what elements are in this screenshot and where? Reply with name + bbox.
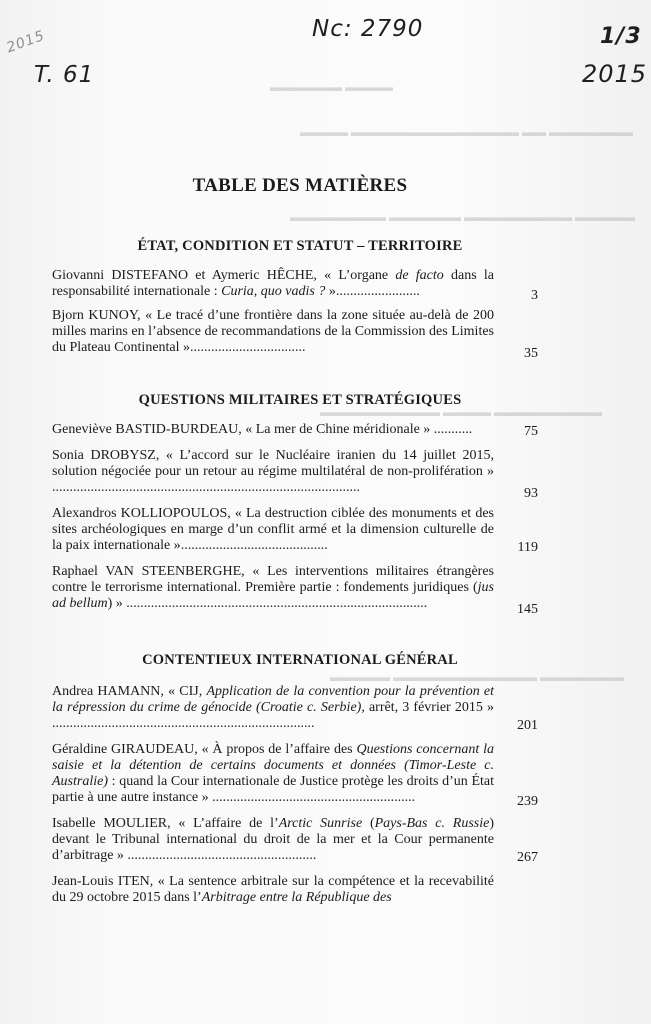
bleed-through-text: ▬▬▬▬▬▬▬▬▬ ▬▬▬▬ ▬▬▬▬▬▬▬▬▬▬ (320, 405, 602, 419)
toc-entry (52, 874, 548, 906)
entry-text: Alexandros KOLLIOPOULOS, « La destruction ciblée des monuments et des sites archéologiques en marge d’un conflit armé et la dimension culturelle de la paix internationale ».......................................... (52, 506, 494, 553)
section-heading: ÉTAT, CONDITION ET STATUT – TERRITOIRE (137, 238, 463, 254)
entry-text: Géraldine GIRAUDEAU, « À propos de l’affaire des Questions concernant la saisie et la détention de certains documents et données (Timor-Leste c. Australie) : quand la Cour internationale de Justice protège les droits d’un État partie à une autre instance » .......................................................... (52, 742, 494, 805)
bleed-through-text: ▬▬▬▬▬▬▬ ▬▬▬▬▬▬▬▬▬▬▬▬ ▬▬▬▬▬ (330, 670, 624, 684)
entry-text: Giovanni DISTEFANO et Aymeric HÊCHE, « L’organe de facto dans la responsabilité internationale : Curia, quo vadis ? »........................ (52, 268, 495, 299)
section-heading: CONTENTIEUX INTERNATIONAL GÉNÉRAL (142, 652, 458, 668)
section-heading: QUESTIONS MILITAIRES ET STRATÉGIQUES (138, 392, 462, 408)
entry-page-number: 75 (524, 424, 538, 439)
entry-text: Isabelle MOULIER, « L’affaire de l’Arctic Sunrise (Pays-Bas c. Russie) devant le Tribunal international du droit de la mer et la Cour permanente d’arbitrage » ...................................................... (52, 816, 495, 863)
entry-page-number: 201 (517, 718, 538, 733)
bleed-through-text: ▬▬▬▬▬ ▬▬▬▬▬▬▬▬▬ ▬▬▬▬▬▬ ▬▬▬▬▬▬▬▬ (290, 210, 635, 224)
entry-page-number: 145 (517, 602, 538, 617)
toc-entry (52, 268, 548, 303)
entry-page-number: 119 (517, 540, 538, 555)
toc-entry (52, 816, 548, 864)
toc-entry (52, 742, 548, 809)
table-of-contents (52, 175, 548, 912)
entry-page-number: 35 (524, 346, 538, 361)
entry-text: Geneviève BASTID-BURDEAU, « La mer de Chine méridionale » ........... (52, 422, 473, 437)
handwritten-corner-scribble: 2015 (4, 27, 48, 57)
toc-entry (52, 308, 548, 361)
toc-entry (52, 448, 548, 501)
toc-entry (52, 564, 548, 617)
entry-page-number: 3 (531, 288, 538, 303)
toc-entry (52, 684, 548, 732)
entry-text: Andrea HAMANN, « CIJ, Application de la convention pour la prévention et la répression du crime de génocide (Croatie c. Serbie), arrêt, 3 février 2015 » ........................................................................... (52, 684, 494, 731)
entry-page-number: 239 (517, 794, 538, 809)
handwritten-call-number: Nc: 2790 (312, 16, 424, 42)
handwritten-volume: T. 61 (34, 62, 95, 88)
bleed-through-text: ▬▬▬▬ ▬▬▬▬▬▬ (270, 80, 393, 94)
entry-text: Bjorn KUNOY, « Le tracé d’une frontière dans la zone située au-delà de 200 milles marins en l’absence de recommandations de la Commission des Limites du Plateau Continental »................................. (52, 308, 494, 355)
entry-page-number: 267 (517, 850, 538, 865)
entry-text: Sonia DROBYSZ, « L’accord sur le Nucléaire iranien du 14 juillet 2015, solution négociée pour un retour au régime multilatéral de non-prolifération » ........................................................................................ (52, 448, 494, 495)
entry-page-number: 93 (524, 486, 538, 501)
handwritten-year: 2015 (582, 60, 648, 88)
toc-entry (52, 506, 548, 554)
handwritten-fraction: 1/3 (600, 24, 642, 49)
entry-text: Raphael VAN STEENBERGHE, « Les interventions militaires étrangères contre le terrorisme international. Première partie : fondements juridiques (jus ad bellum) » ...................................................................................... (52, 564, 494, 611)
toc-entry (52, 422, 548, 438)
entry-text: Jean-Louis ITEN, « La sentence arbitrale sur la compétence et la recevabilité du 29 octobre 2015 dans l’Arbitrage entre la République des (52, 874, 494, 905)
bleed-through-text: ▬▬▬▬▬▬▬ ▬▬ ▬▬▬▬▬▬▬▬▬▬▬▬▬▬ ▬▬▬▬ (300, 125, 633, 139)
page-title: TABLE DES MATIÈRES (192, 175, 408, 196)
